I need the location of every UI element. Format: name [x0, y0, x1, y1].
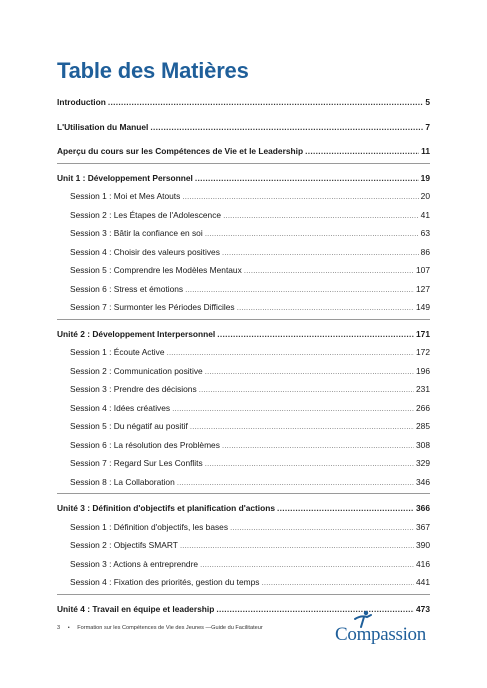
- toc-session-entry[interactable]: [57, 298, 430, 317]
- toc-unit-entry[interactable]: [57, 325, 430, 344]
- dot-leader: [305, 142, 419, 161]
- toc-session-entry[interactable]: [57, 280, 430, 299]
- toc-entry-label: Session 3 : Bâtir la confiance en soi: [70, 228, 203, 238]
- toc-entry-label: Session 2 : Les Étapes de l'Adolescence: [70, 209, 222, 220]
- toc-unit-entry[interactable]: [57, 142, 430, 161]
- toc-entry-page: 149: [416, 302, 430, 312]
- compassion-logo: [335, 610, 435, 650]
- toc-entry-page: 285: [416, 421, 430, 431]
- toc-entry-page: 41: [420, 209, 430, 220]
- dot-leader: [222, 436, 414, 455]
- toc-entry-page: 86: [420, 246, 430, 257]
- dot-leader: [205, 454, 414, 473]
- dot-leader: [205, 362, 414, 381]
- toc-entry-page: 416: [416, 558, 430, 569]
- toc-unit-entry[interactable]: [57, 169, 430, 188]
- section-divider: [57, 493, 430, 494]
- dot-leader: [223, 206, 419, 225]
- toc-entry-page: 5: [425, 97, 430, 107]
- dot-leader: [180, 536, 414, 555]
- toc-session-entry[interactable]: [57, 518, 430, 537]
- toc-entry-label: Session 2 : Objectifs SMART: [70, 540, 178, 550]
- toc-session-entry[interactable]: [57, 261, 430, 280]
- dot-leader: [108, 93, 423, 112]
- toc-entry-page: 19: [420, 172, 430, 183]
- toc-entry-label: Session 1 : Moi et Mes Atouts: [70, 191, 181, 201]
- toc-entry-label: Session 1 : Définition d'objectifs, les bases: [70, 521, 229, 532]
- logo-wordmark: Compassion: [335, 624, 426, 645]
- toc-entry-page: 308: [416, 439, 430, 450]
- toc-session-entry[interactable]: [57, 417, 430, 436]
- dot-leader: [190, 417, 414, 436]
- toc-entry-page: 127: [416, 283, 430, 294]
- toc-entry-page: 390: [416, 540, 430, 550]
- toc-entry-label: Unit 1 : Développement Personnel: [57, 172, 193, 183]
- dot-leader: [222, 243, 419, 262]
- dot-leader: [277, 499, 414, 518]
- toc-entry-page: 171: [416, 328, 430, 339]
- toc-entry-page: 11: [421, 146, 430, 156]
- toc-entry-label: Session 4 : Idées créatives: [70, 402, 171, 413]
- toc-entry-page: 367: [416, 521, 430, 532]
- toc-entry-page: 441: [416, 577, 430, 587]
- toc-entry-label: Introduction: [57, 97, 106, 107]
- toc-session-entry[interactable]: [57, 380, 430, 399]
- toc-entry-label: Session 8 : La Collaboration: [70, 476, 175, 487]
- toc-entry-label: Unité 3 : Définition d'objectifs et planification d'actions: [57, 503, 276, 513]
- section-divider: [57, 319, 430, 320]
- toc-entry-label: Session 7 : Regard Sur Les Conflits: [70, 458, 203, 468]
- toc-entry-page: 231: [416, 384, 430, 394]
- toc-session-entry[interactable]: [57, 187, 430, 206]
- toc-unit-entry[interactable]: [57, 118, 430, 137]
- footer-page-number: 3: [57, 625, 61, 631]
- toc-entry-page: 366: [416, 503, 430, 513]
- toc-entry-page: 196: [416, 365, 430, 376]
- toc-entry-label: Session 5 : Du négatif au positif: [70, 421, 188, 431]
- dot-leader: [230, 518, 414, 537]
- toc-entry-label: Session 5 : Comprendre les Modèles Mentaux: [70, 265, 242, 275]
- toc-entry-label: L'Utilisation du Manuel: [57, 121, 149, 132]
- section-divider: [57, 594, 430, 595]
- dot-leader: [177, 473, 414, 492]
- toc-entry-label: Session 2 : Communication positive: [70, 365, 203, 376]
- toc-entry-label: Session 3 : Actions à entreprendre: [70, 558, 199, 569]
- dot-leader: [205, 224, 419, 243]
- dot-leader: [261, 573, 414, 592]
- toc-entry-page: 473: [416, 603, 430, 614]
- toc-entry-page: 266: [416, 402, 430, 413]
- toc-entry-label: Session 6 : Stress et émotions: [70, 283, 184, 294]
- dot-leader: [237, 298, 414, 317]
- dot-leader: [199, 380, 414, 399]
- toc-unit-entry[interactable]: [57, 93, 430, 112]
- toc-session-entry[interactable]: [57, 536, 430, 555]
- toc-entry-page: 329: [416, 458, 430, 468]
- toc-entry-label: Session 1 : Écoute Active: [70, 347, 165, 357]
- toc-unit-entry[interactable]: [57, 499, 430, 518]
- toc-entry-page: 107: [416, 265, 430, 275]
- table-of-contents: [57, 93, 430, 618]
- footer-text: Formation sur les Compétences de Vie des Jeunes —Guide du Facilitateur: [77, 625, 263, 631]
- toc-session-entry[interactable]: [57, 573, 430, 592]
- toc-session-entry[interactable]: [57, 243, 430, 262]
- toc-session-entry[interactable]: [57, 343, 430, 362]
- toc-session-entry[interactable]: [57, 555, 430, 574]
- dot-leader: [195, 169, 419, 188]
- dot-leader: [217, 325, 414, 344]
- page-title: Table des Matières: [57, 58, 249, 83]
- dot-leader: [167, 343, 415, 362]
- dot-leader: [200, 555, 414, 574]
- toc-entry-page: 20: [420, 191, 430, 201]
- dot-leader: [172, 399, 414, 418]
- toc-session-entry[interactable]: [57, 436, 430, 455]
- toc-entry-page: 346: [416, 476, 430, 487]
- page-footer: [57, 625, 269, 631]
- toc-entry-label: Session 4 : Choisir des valeurs positives: [70, 246, 220, 257]
- section-divider: [57, 163, 430, 164]
- toc-entry-label: Session 3 : Prendre des décisions: [70, 384, 197, 394]
- dot-leader: [150, 118, 423, 137]
- dot-leader: [185, 280, 414, 299]
- dot-leader: [182, 187, 418, 206]
- toc-entry-page: 7: [425, 121, 430, 132]
- toc-entry-page: 63: [420, 228, 430, 238]
- toc-entry-label: Unité 2 : Développement Interpersonnel: [57, 328, 216, 339]
- toc-entry-label: Unité 4 : Travail en équipe et leadership: [57, 603, 215, 614]
- toc-session-entry[interactable]: [57, 473, 430, 492]
- toc-session-entry[interactable]: [57, 362, 430, 381]
- toc-entry-page: 172: [416, 347, 430, 357]
- footer-bullet: •: [67, 625, 70, 631]
- toc-session-entry[interactable]: [57, 399, 430, 418]
- toc-entry-label: Aperçu du cours sur les Compétences de Vie et le Leadership: [57, 146, 304, 156]
- toc-entry-label: Session 7 : Surmonter les Périodes Difficiles: [70, 302, 235, 312]
- dot-leader: [244, 261, 414, 280]
- toc-session-entry[interactable]: [57, 224, 430, 243]
- toc-entry-label: Session 4 : Fixation des priorités, gestion du temps: [70, 577, 260, 587]
- toc-session-entry[interactable]: [57, 454, 430, 473]
- toc-session-entry[interactable]: [57, 206, 430, 225]
- toc-entry-label: Session 6 : La résolution des Problèmes: [70, 439, 220, 450]
